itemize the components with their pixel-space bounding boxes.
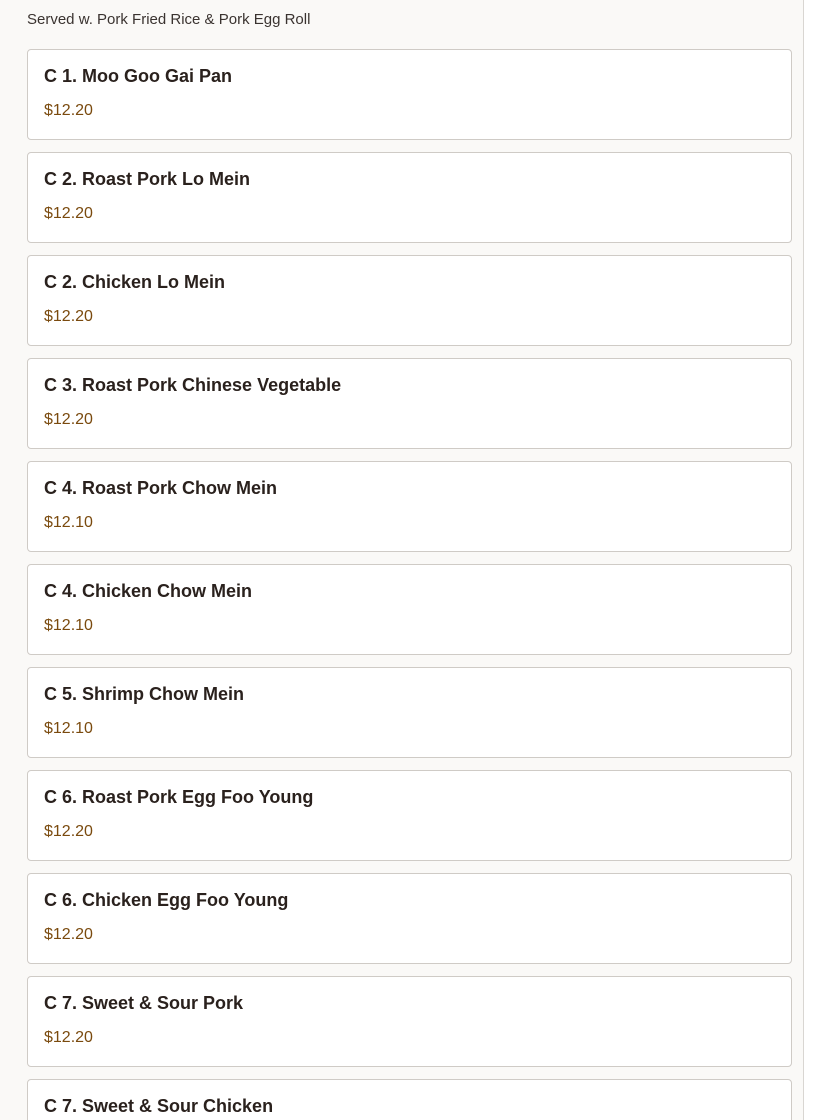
menu-item[interactable] — [27, 873, 792, 964]
menu-item-price: $12.20 — [44, 823, 93, 840]
menu-item[interactable] — [27, 255, 792, 346]
menu-item-price: $12.10 — [44, 720, 93, 737]
menu-item-name: C 2. Chicken Lo Mein — [44, 272, 226, 292]
menu-item[interactable] — [27, 976, 792, 1067]
menu-item[interactable] — [27, 1079, 792, 1120]
menu-item-price: $12.20 — [44, 926, 93, 943]
menu-item-name: C 6. Chicken Egg Foo Young — [44, 890, 289, 910]
menu-item-price: $12.20 — [44, 205, 93, 222]
menu-item-name: C 7. Sweet & Sour Pork — [44, 993, 244, 1013]
menu-item[interactable] — [27, 152, 792, 243]
menu-item-name: C 7. Sweet & Sour Chicken — [44, 1096, 274, 1116]
menu-item-price: $12.20 — [44, 1029, 93, 1046]
menu-item-name: C 2. Roast Pork Lo Mein — [44, 169, 251, 189]
section-subtitle: Served w. Pork Fried Rice & Pork Egg Roll — [27, 11, 311, 28]
menu-item-list — [27, 49, 792, 1120]
menu-item[interactable] — [27, 667, 792, 758]
menu-item[interactable] — [27, 770, 792, 861]
menu-item[interactable] — [27, 49, 792, 140]
menu-item-name: C 3. Roast Pork Chinese Vegetable — [44, 375, 342, 395]
menu-item-name: C 4. Chicken Chow Mein — [44, 581, 253, 601]
menu-item-price: $12.20 — [44, 308, 93, 325]
menu-item-name: C 4. Roast Pork Chow Mein — [44, 478, 278, 498]
menu-item[interactable] — [27, 461, 792, 552]
menu-item-price: $12.10 — [44, 617, 93, 634]
menu-item-price: $12.10 — [44, 514, 93, 531]
menu-item[interactable] — [27, 358, 792, 449]
menu-item[interactable] — [27, 564, 792, 655]
menu-item-name: C 6. Roast Pork Egg Foo Young — [44, 787, 314, 807]
menu-item-name: C 1. Moo Goo Gai Pan — [44, 66, 233, 86]
menu-item-price: $12.20 — [44, 102, 93, 119]
menu-item-price: $12.20 — [44, 411, 93, 428]
menu-item-name: C 5. Shrimp Chow Mein — [44, 684, 245, 704]
